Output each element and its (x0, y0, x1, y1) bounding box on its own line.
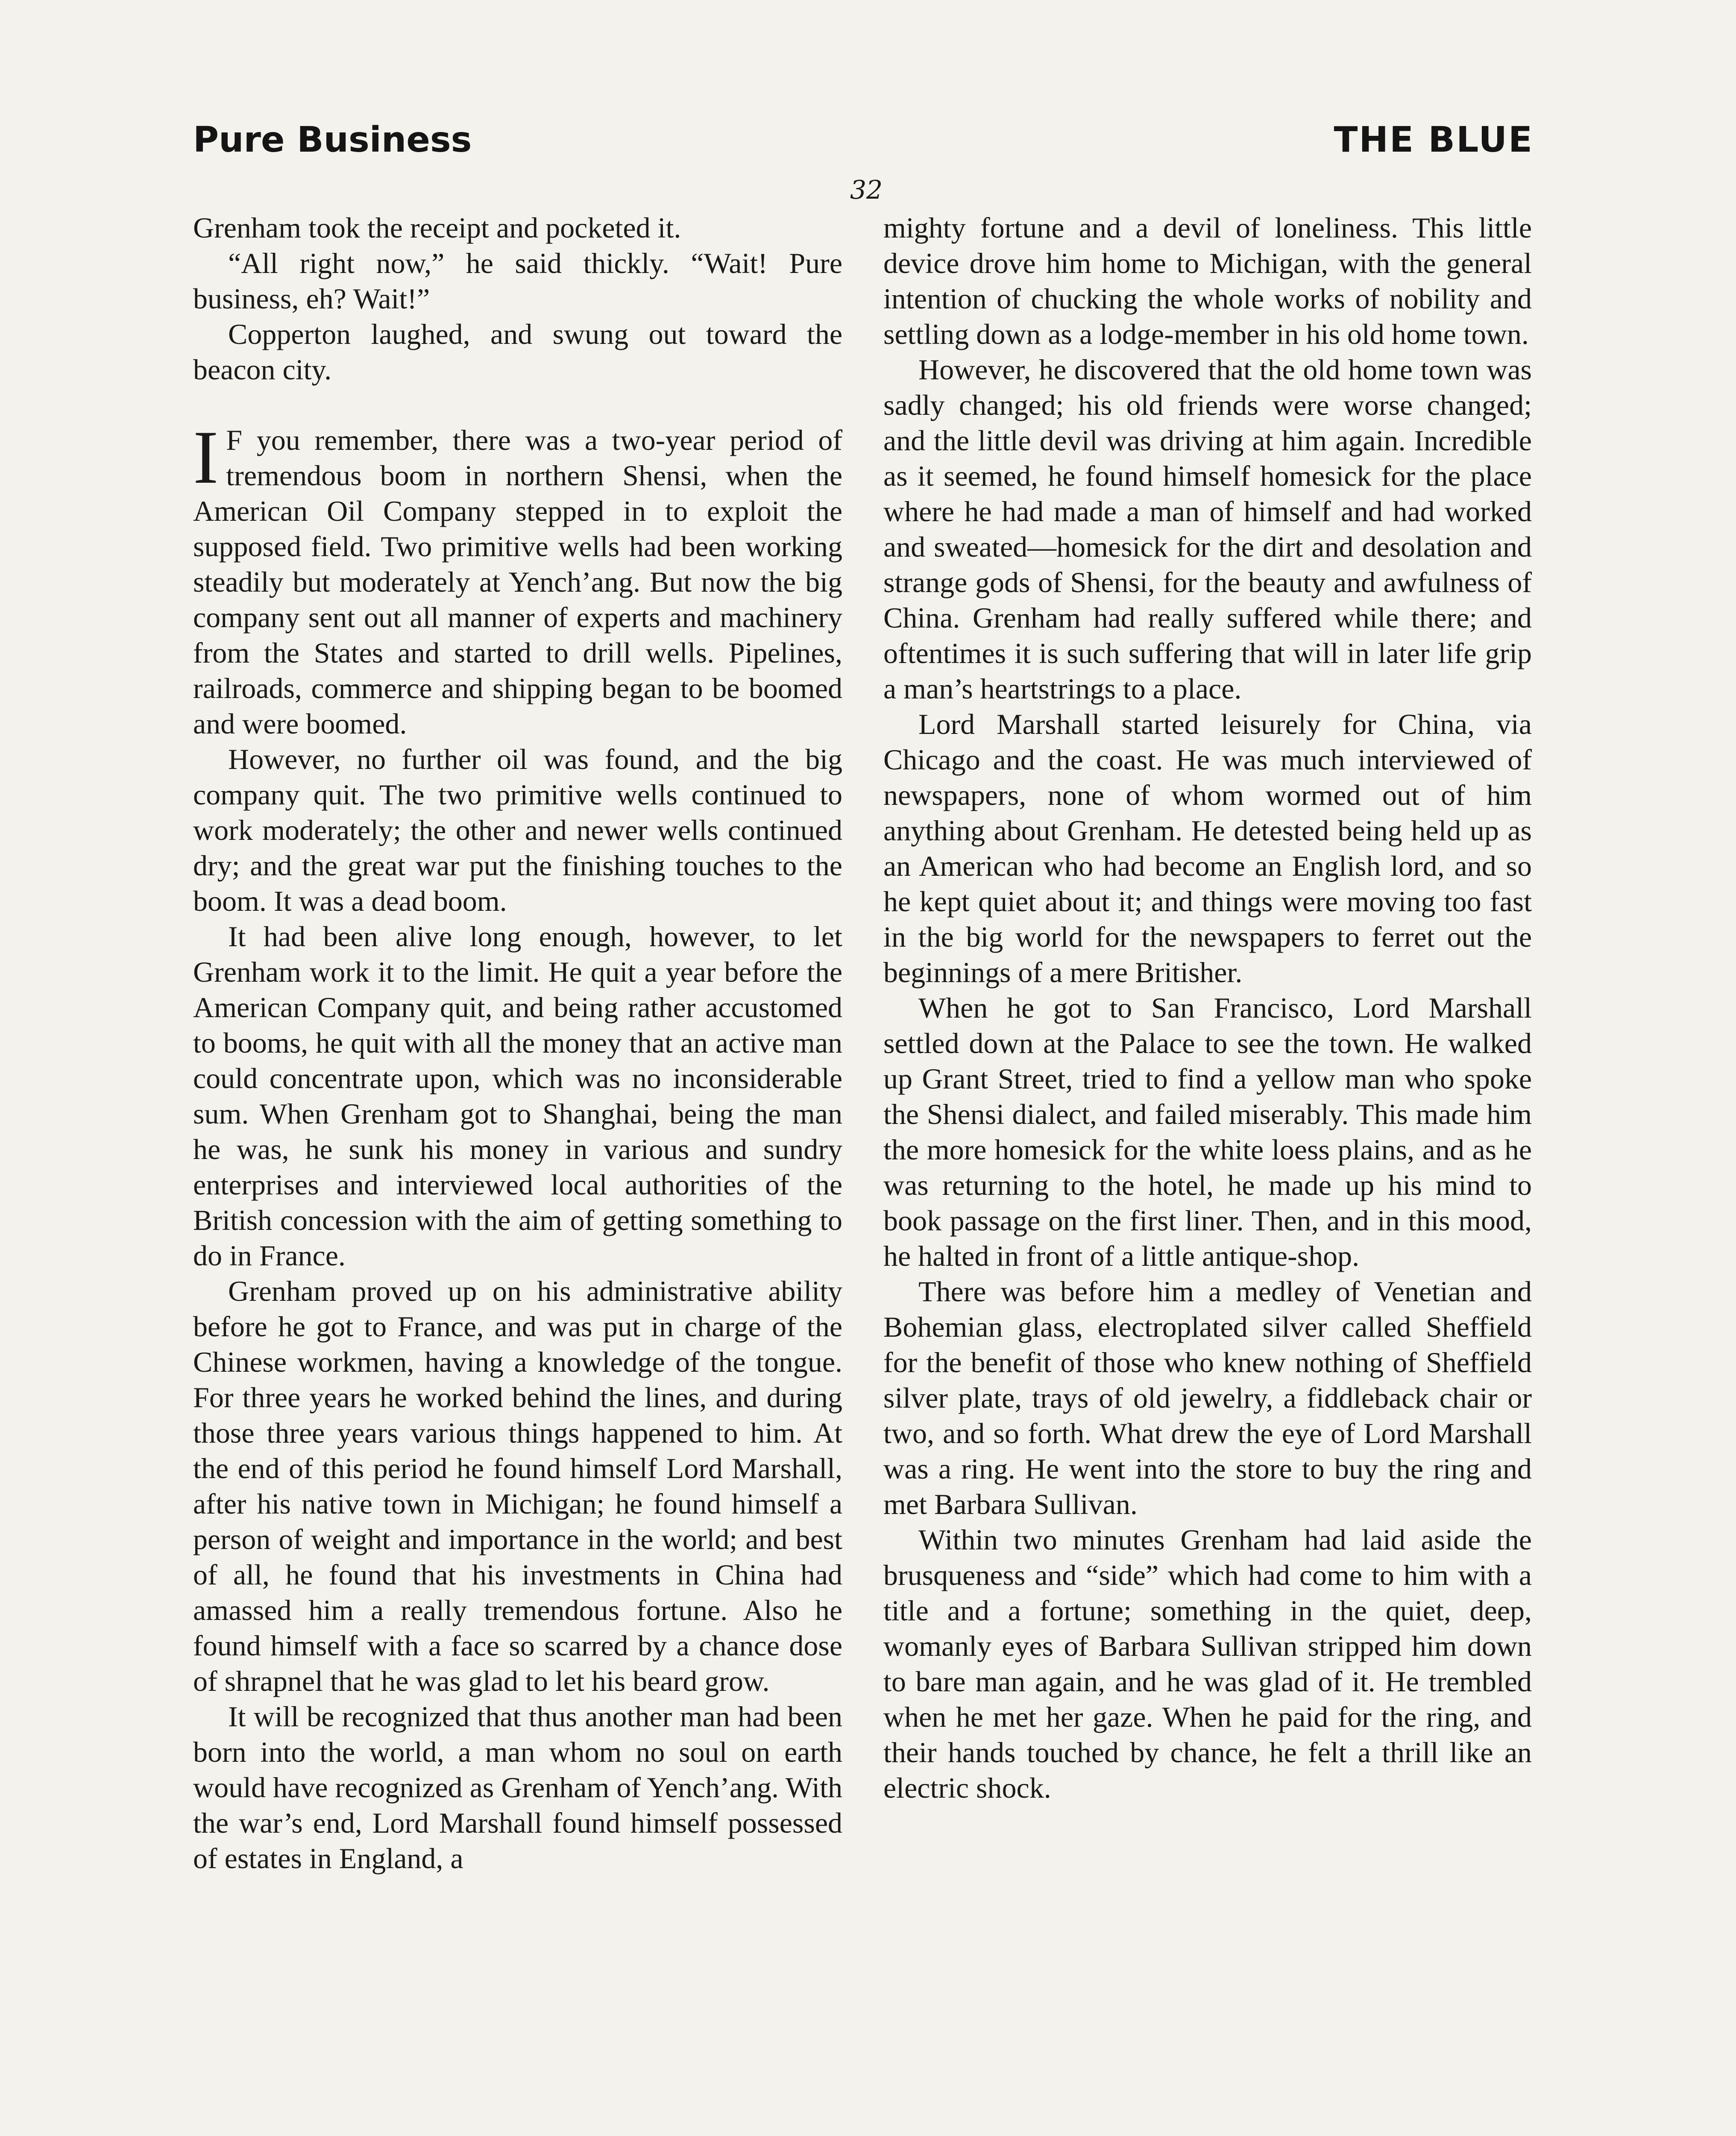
paragraph: Copperton laughed, and swung out toward the beacon city. (193, 318, 842, 386)
paragraph: When he got to San Francisco, Lord Marshall settled down at the Palace to see the town. He walked up Grant Street, tried to find a yellow man who spoke the Shensi dialect, and failed miserably. This made him the more homesick for the white loess plains, and as he was returning to the hotel, he made up his mind to book passage on the first liner. Then, and in this mood, he halted in front of a little antique-shop. (883, 992, 1532, 1272)
page-number: 32 (850, 175, 883, 205)
magazine-title: THE BLUE (1334, 120, 1534, 160)
paragraph: Lord Marshall started leisurely for China, via Chicago and the coast. He was much interviewed of newspapers, none of whom wormed out of him anything about Grenham. He detested being held up as an American who had become an English lord, and so he kept quiet about it; and things were moving too fast in the big world for the newspapers to ferret out the beginnings of a mere Britisher. (883, 708, 1532, 989)
paragraph: However, no further oil was found, and the big company quit. The two primitive wells continued to work moderately; the other and newer wells continued dry; and the great war put the finishing touches to the boom. It was a dead boom. (193, 743, 842, 917)
paragraph-text: F you remember, there was a two-year period of tremendous boom in northern Shensi, when the American Oil Company stepped in to exploit the supposed field. Two primitive wells had been working steadily but moderately at Yench’ang. But now the big company sent out all manner of experts and machinery from the States and started to drill wells. Pipelines, railroads, commerce and shipping began to be boomed and were boomed. (193, 424, 842, 740)
story-title: Pure Business (193, 120, 472, 160)
right-column (883, 210, 1532, 1806)
paragraph: Grenham took the receipt and pocketed it. (193, 211, 681, 244)
paragraph: There was before him a medley of Venetian and Bohemian glass, electroplated silver called Sheffield for the benefit of those who knew nothing of Sheffield silver plate, trays of old jewelry, a fiddleback chair or two, and so forth. What drew the eye of Lord Marshall was a ring. He went into the store to buy the ring and met Barbara Sullivan. (883, 1275, 1532, 1520)
paragraph: mighty fortune and a devil of loneliness. This little device drove him home to Michigan, with the general intention of chucking the whole works of nobility and settling down as a lodge-member in his old home town. (883, 211, 1532, 350)
drop-cap: I (193, 415, 219, 499)
paragraph: “All right now,” he said thickly. “Wait! Pure business, eh? Wait!” (193, 247, 842, 315)
left-column (193, 210, 842, 1876)
paragraph: However, he discovered that the old home town was sadly changed; his old friends were worse changed; and the little devil was driving at him again. Incredible as it seemed, he found himself homesick for the place where he had made a man of himself and had worked and sweated—homesick for the dirt and desolation and strange gods of Shensi, for the beauty and awfulness of China. Grenham had really suffered while there; and oftentimes it is such suffering that will in later life grip a man’s heartstrings to a place. (883, 353, 1532, 705)
paragraph: Within two minutes Grenham had laid aside the brusqueness and “side” which had come to him with a title and a fortune; something in the quiet, deep, womanly eyes of Barbara Sullivan stripped him down to bare man again, and he was glad of it. He trembled when he met her gaze. When he paid for the ring, and their hands touched by chance, he felt a thrill like an electric shock. (883, 1523, 1532, 1804)
paragraph: Grenham proved up on his administrative ability before he got to France, and was put in charge of the Chinese workmen, having a knowledge of the tongue. For three years he worked behind the lines, and during those three years various things happened to him. At the end of this period he found himself Lord Marshall, after his native town in Michigan; he found himself a person of weight and importance in the world; and best of all, he found that his investments in China had amassed him a really tremendous fortune. Also he found himself with a face so scarred by a chance dose of shrapnel that he was glad to let his beard grow. (193, 1275, 842, 1697)
paragraph: It had been alive long enough, however, to let Grenham work it to the limit. He quit a year before the American Company quit, and being rather accustomed to booms, he quit with all the money that an active man could concentrate upon, which was no inconsiderable sum. When Grenham got to Shanghai, being the man he was, he sunk his money in various and sundry enterprises and interviewed local authorities of the British concession with the aim of getting something to do in France. (193, 920, 842, 1272)
paragraph: It will be recognized that thus another man had been born into the world, a man whom no soul on earth would have recognized as Grenham of Yench’ang. With the war’s end, Lord Marshall found himself possessed of estates in England, a (193, 1700, 842, 1875)
section-opening-paragraph (193, 415, 842, 742)
